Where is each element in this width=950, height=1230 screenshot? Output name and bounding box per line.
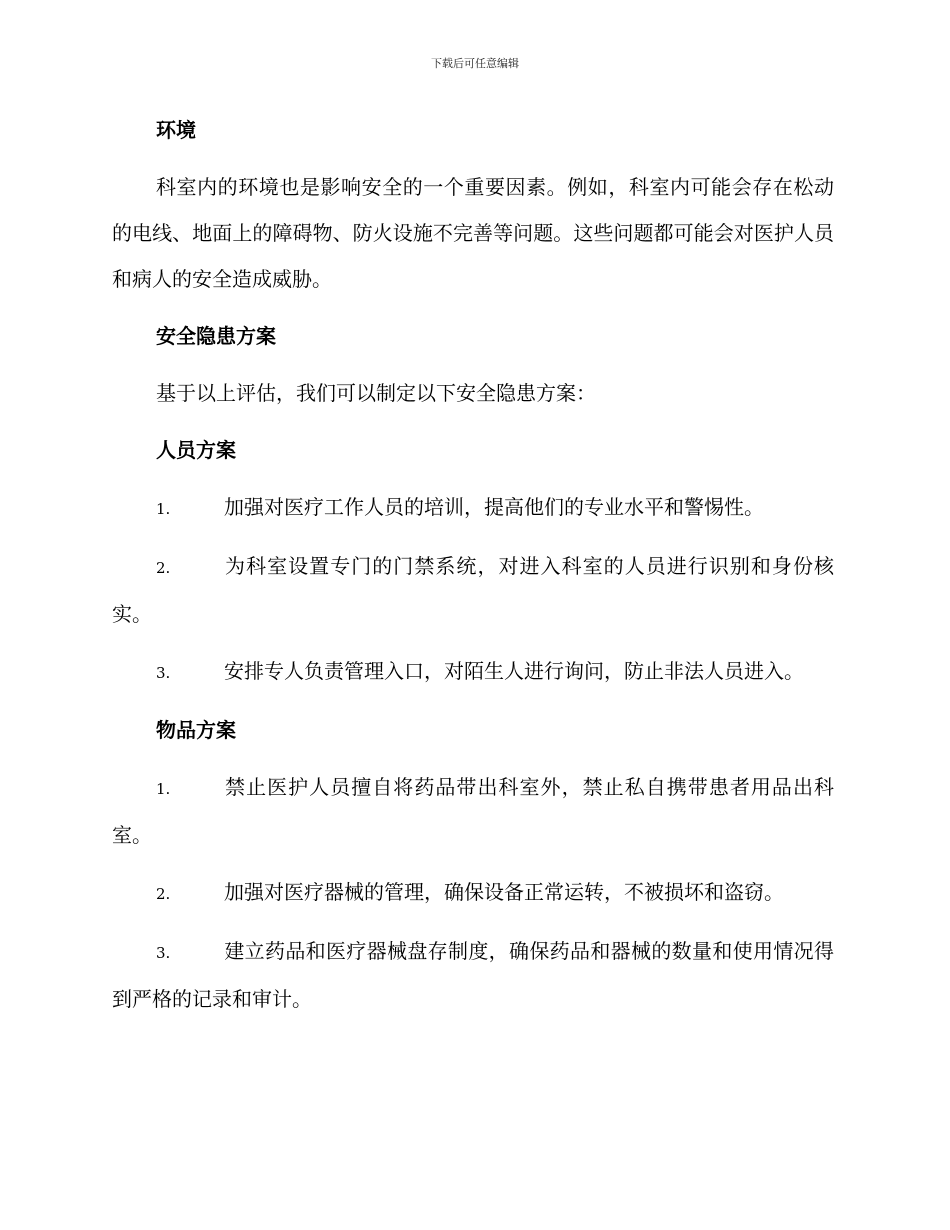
page-header: 下载后可任意编辑 xyxy=(431,57,519,70)
list-item-number: 1. xyxy=(156,500,171,518)
list-item-text: 加强对医疗工作人员的培训，提高他们的专业水平和警惕性。 xyxy=(224,495,764,519)
environment-paragraph: 科室内的环境也是影响安全的一个重要因素。例如，科室内可能会存在松动的电线、地面上的障碍物、防火设施不完善等问题。这些问题都可能会对医护人员和病人的安全造成威胁。 xyxy=(112,175,834,291)
list-item xyxy=(112,543,834,637)
list-item-text: 加强对医疗器械的管理，确保设备正常运转，不被损坏和盗窃。 xyxy=(224,880,784,904)
list-item-text: 禁止医护人员擅自将药品带出科室外，禁止私自携带患者用品出科室。 xyxy=(112,775,834,847)
list-item xyxy=(112,484,834,532)
list-item xyxy=(112,764,834,858)
list-item xyxy=(112,869,834,917)
list-item-number: 3. xyxy=(156,664,171,682)
list-item-number: 2. xyxy=(156,885,171,903)
list-item xyxy=(112,928,834,1022)
list-item-text: 建立药品和医疗器械盘存制度，确保药品和器械的数量和使用情况得到严格的记录和审计。 xyxy=(112,939,834,1011)
list-item-text: 为科室设置专门的门禁系统，对进入科室的人员进行识别和身份核实。 xyxy=(112,554,834,626)
list-item xyxy=(112,648,834,696)
section-heading-personnel-plan: 人员方案 xyxy=(156,438,236,462)
section-heading-items-plan: 物品方案 xyxy=(156,718,236,742)
list-item-number: 2. xyxy=(156,559,171,577)
document-body xyxy=(112,107,834,1033)
list-item-number: 3. xyxy=(156,944,171,962)
list-item-number: 1. xyxy=(156,780,171,798)
section-heading-environment: 环境 xyxy=(156,118,196,142)
safety-plan-paragraph: 基于以上评估，我们可以制定以下安全隐患方案： xyxy=(156,381,596,405)
section-heading-safety-plan: 安全隐患方案 xyxy=(156,324,276,348)
list-item-text: 安排专人负责管理入口，对陌生人进行询问，防止非法人员进入。 xyxy=(224,659,804,683)
